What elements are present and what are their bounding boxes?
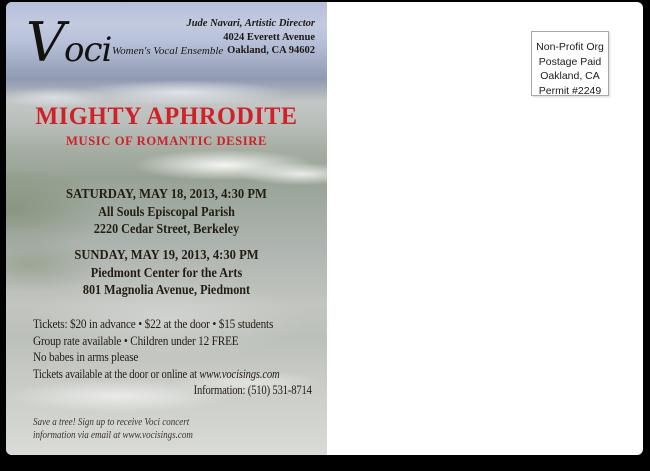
logo-tagline: Women's Vocal Ensemble <box>112 45 224 57</box>
postage-permit-box <box>531 31 609 96</box>
footnote-line-1: Save a tree! Sign up to receive Voci concert <box>33 417 190 428</box>
artistic-director-line: Jude Navari, Artistic Director <box>186 18 315 29</box>
postcard <box>6 2 643 455</box>
availability-prefix: Tickets available at the door or online at <box>33 367 200 381</box>
ticket-availability-block <box>33 366 312 398</box>
availability-line <box>33 366 312 382</box>
event-schedule <box>22 186 311 308</box>
voci-logo: Voci <box>26 11 112 74</box>
save-a-tree-note <box>33 417 193 442</box>
concert-subtitle: MUSIC OF ROMANTIC DESIRE <box>66 133 267 148</box>
no-babes-line: No babes in arms please <box>33 350 139 364</box>
event-address: 2220 Cedar Street, Berkeley <box>93 221 240 236</box>
concert-title-block <box>11 104 322 149</box>
website-text: www.vocisings.com <box>199 367 280 381</box>
postage-line-paid: Postage Paid <box>538 55 602 68</box>
ticket-info-block <box>33 316 327 366</box>
footnote-line-2: information via email at www.vocisings.com <box>33 429 193 441</box>
information-phone-line: Information: (510) 531-8714 <box>193 383 312 397</box>
ocean-painting-background <box>6 2 327 455</box>
sender-street: 4024 Everett Avenue <box>223 31 315 43</box>
sender-city: Oakland, CA 94602 <box>227 45 315 56</box>
postage-line-permit: Permit #2249 <box>538 84 602 97</box>
event-address: 801 Magnolia Avenue, Piedmont <box>82 282 251 297</box>
group-rate-line: Group rate available • Children under 12 FREE <box>33 333 239 348</box>
event-saturday <box>22 186 311 237</box>
sender-address-block <box>186 17 315 58</box>
event-sunday <box>22 247 311 298</box>
concert-title: MIGHTY APHRODITE <box>35 103 298 130</box>
ticket-prices-line: Tickets: $20 in advance • $22 at the door • $15 students <box>33 317 274 331</box>
event-venue: All Souls Episcopal Parish <box>98 204 235 219</box>
postage-line-org: Non-Profit Org <box>536 41 604 53</box>
event-datetime: SUNDAY, MAY 19, 2013, 4:30 PM <box>74 248 259 263</box>
postage-line-city: Oakland, CA <box>540 70 600 82</box>
event-datetime: SATURDAY, MAY 18, 2013, 4:30 PM <box>66 187 267 202</box>
event-venue: Piedmont Center for the Arts <box>90 265 243 280</box>
